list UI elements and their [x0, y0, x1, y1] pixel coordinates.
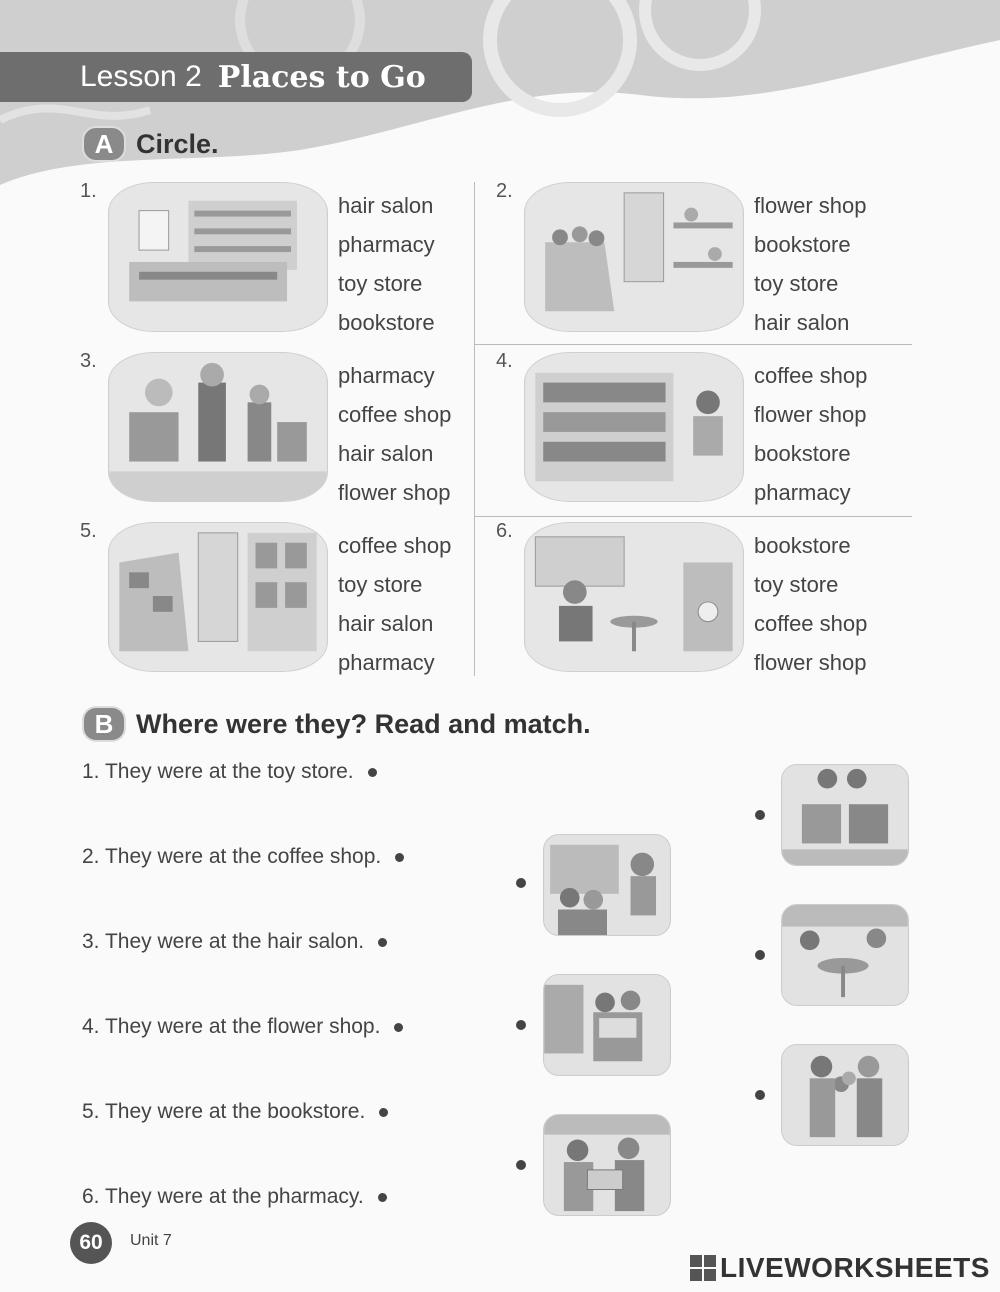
circle-item-2: [494, 176, 910, 345]
item-number: 5.: [80, 520, 97, 542]
option[interactable]: toy store: [338, 572, 423, 597]
option[interactable]: coffee shop: [754, 611, 868, 636]
option[interactable]: hair salon: [338, 611, 434, 636]
hair-salon-match-picture: [781, 764, 909, 866]
pharmacy-match-picture: [543, 834, 671, 936]
part-b-title: Where were they? Read and match.: [136, 708, 591, 739]
coffee-shop-match-picture: [781, 904, 909, 1006]
circle-item-4: [494, 346, 910, 515]
match-dot[interactable]: [755, 810, 765, 820]
sentence-text: 3. They were at the hair salon.: [82, 930, 365, 953]
match-dot[interactable]: [516, 878, 526, 888]
circle-item-3: [78, 346, 494, 515]
sentence-text: 4. They were at the flower shop.: [82, 1015, 381, 1038]
part-a-heading: [82, 126, 219, 162]
lesson-label: Lesson 2: [80, 60, 202, 93]
part-a-badge: A: [82, 126, 126, 162]
liveworksheets-logo-icon: [690, 1255, 716, 1281]
bookstore-match-picture: [543, 974, 671, 1076]
option[interactable]: pharmacy: [338, 650, 435, 675]
sentence-5: [82, 1100, 388, 1124]
option[interactable]: toy store: [754, 572, 839, 597]
option[interactable]: coffee shop: [338, 402, 452, 427]
circle-item-5: [78, 516, 494, 685]
option[interactable]: bookstore: [754, 533, 851, 558]
lesson-title: Places to Go: [217, 59, 426, 95]
match-dot[interactable]: [379, 1108, 388, 1117]
pharmacy-picture: [108, 182, 328, 332]
match-dot[interactable]: [378, 1193, 387, 1202]
option[interactable]: bookstore: [754, 441, 851, 466]
sentence-4: [82, 1015, 403, 1039]
part-b-heading: [82, 706, 591, 742]
item-number: 4.: [496, 350, 513, 372]
option[interactable]: bookstore: [754, 232, 851, 257]
option[interactable]: toy store: [754, 271, 839, 296]
brand-text: LIVEWORKSHEETS: [720, 1252, 990, 1283]
item-number: 1.: [80, 180, 97, 202]
option[interactable]: pharmacy: [338, 232, 435, 257]
option[interactable]: hair salon: [338, 441, 434, 466]
circle-item-6: [494, 516, 910, 685]
option[interactable]: flower shop: [338, 480, 451, 505]
option[interactable]: flower shop: [754, 650, 867, 675]
match-dot[interactable]: [394, 1023, 403, 1032]
sentence-6: [82, 1185, 387, 1209]
match-dot[interactable]: [755, 950, 765, 960]
sentence-text: 2. They were at the coffee shop.: [82, 845, 382, 868]
option[interactable]: hair salon: [754, 310, 850, 335]
bookstore-picture: [524, 352, 744, 502]
toy-store-match-picture: [543, 1114, 671, 1216]
match-dot[interactable]: [395, 853, 404, 862]
match-dot[interactable]: [368, 768, 377, 777]
lesson-banner: [0, 52, 472, 102]
item-number: 2.: [496, 180, 513, 202]
hair-salon-picture: [108, 352, 328, 502]
sentence-text: 5. They were at the bookstore.: [82, 1100, 366, 1123]
option[interactable]: bookstore: [338, 310, 435, 335]
match-dot[interactable]: [516, 1160, 526, 1170]
item-number: 3.: [80, 350, 97, 372]
page-number: 60: [70, 1222, 112, 1264]
sentence-2: [82, 845, 404, 869]
option[interactable]: pharmacy: [754, 480, 851, 505]
match-dot[interactable]: [755, 1090, 765, 1100]
option[interactable]: flower shop: [754, 402, 867, 427]
match-dot[interactable]: [516, 1020, 526, 1030]
match-dot[interactable]: [378, 938, 387, 947]
option[interactable]: coffee shop: [338, 533, 452, 558]
coffee-shop-picture: [524, 522, 744, 672]
part-a-title: Circle.: [136, 128, 219, 159]
toy-store-picture: [108, 522, 328, 672]
unit-label: Unit 7: [130, 1232, 172, 1249]
circle-exercise-grid: [78, 176, 912, 684]
option[interactable]: toy store: [338, 271, 423, 296]
sentence-text: 6. They were at the pharmacy.: [82, 1185, 364, 1208]
sentence-3: [82, 930, 387, 954]
circle-item-1: [78, 176, 494, 345]
option[interactable]: flower shop: [754, 193, 867, 218]
flower-shop-match-picture: [781, 1044, 909, 1146]
flower-shop-picture: [524, 182, 744, 332]
item-number: 6.: [496, 520, 513, 542]
part-b-badge: B: [82, 706, 126, 742]
sentence-1: [82, 760, 377, 784]
option[interactable]: pharmacy: [338, 363, 435, 388]
sentence-text: 1. They were at the toy store.: [82, 760, 354, 783]
brand-watermark: [690, 1252, 990, 1284]
option[interactable]: coffee shop: [754, 363, 868, 388]
option[interactable]: hair salon: [338, 193, 434, 218]
